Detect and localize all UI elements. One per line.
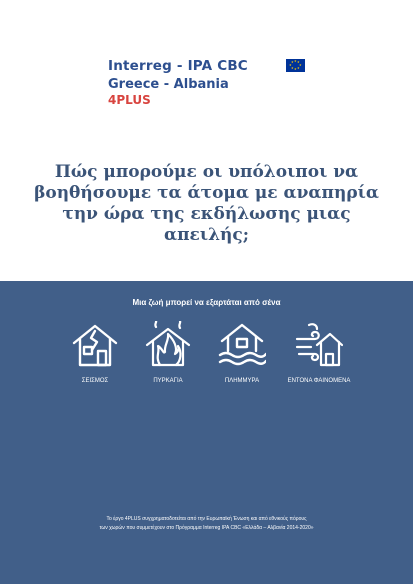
eu-flag-icon: ★ ★ ★ ★ ★ ★ ★ ★: [286, 59, 305, 72]
hazard-flood: [207, 321, 277, 413]
funding-notice-line: των χωρών που συμμετέχουν στο Πρόγραμμα Interreg IPA CBC «Ελλάδα – Αλβανία 2014-2020»: [99, 525, 314, 531]
hazard-label: ΠΛΗΜΜΥΡΑ: [224, 378, 260, 384]
logo-project-name: 4PLUS: [108, 93, 151, 107]
hazard-earthquake: [60, 321, 130, 413]
hazard-label: ΣΕΙΣΜΟΣ: [81, 378, 109, 384]
hazard-storm: [284, 321, 354, 413]
flood-house-icon: [218, 321, 266, 369]
funding-notice: [30, 515, 383, 533]
logo-countries: Greece - Albania: [108, 77, 229, 92]
band-tagline: Μια ζωή μπορεί να εξαρτάται από σένα: [132, 298, 281, 307]
logo-program-name: Interreg - IPA CBC: [108, 58, 248, 74]
fire-house-icon: [144, 321, 192, 369]
storm-house-icon: [295, 321, 343, 369]
earthquake-house-icon: [71, 321, 119, 369]
page-title: Πώς μπορούμε οι υπόλοιποι να βοηθήσουμε τα άτομα με αναπηρία την ώρα της εκδήλωσης μιας απειλής;: [34, 162, 379, 245]
funding-notice-line: Το έργο 4PLUS συγχρηματοδοτείται από την Ευρωπαϊκή Ένωση και από εθνικούς πόρους: [106, 516, 307, 522]
interreg-logo: [108, 58, 308, 108]
hazard-fire: [133, 321, 203, 413]
hazard-label: ΠΥΡΚΑΓΙΑ: [153, 378, 183, 384]
hazard-label: ΕΝΤΟΝΑ ΦΑΙΝΟΜΕΝΑ: [287, 378, 351, 384]
hazards-band: [0, 281, 413, 584]
